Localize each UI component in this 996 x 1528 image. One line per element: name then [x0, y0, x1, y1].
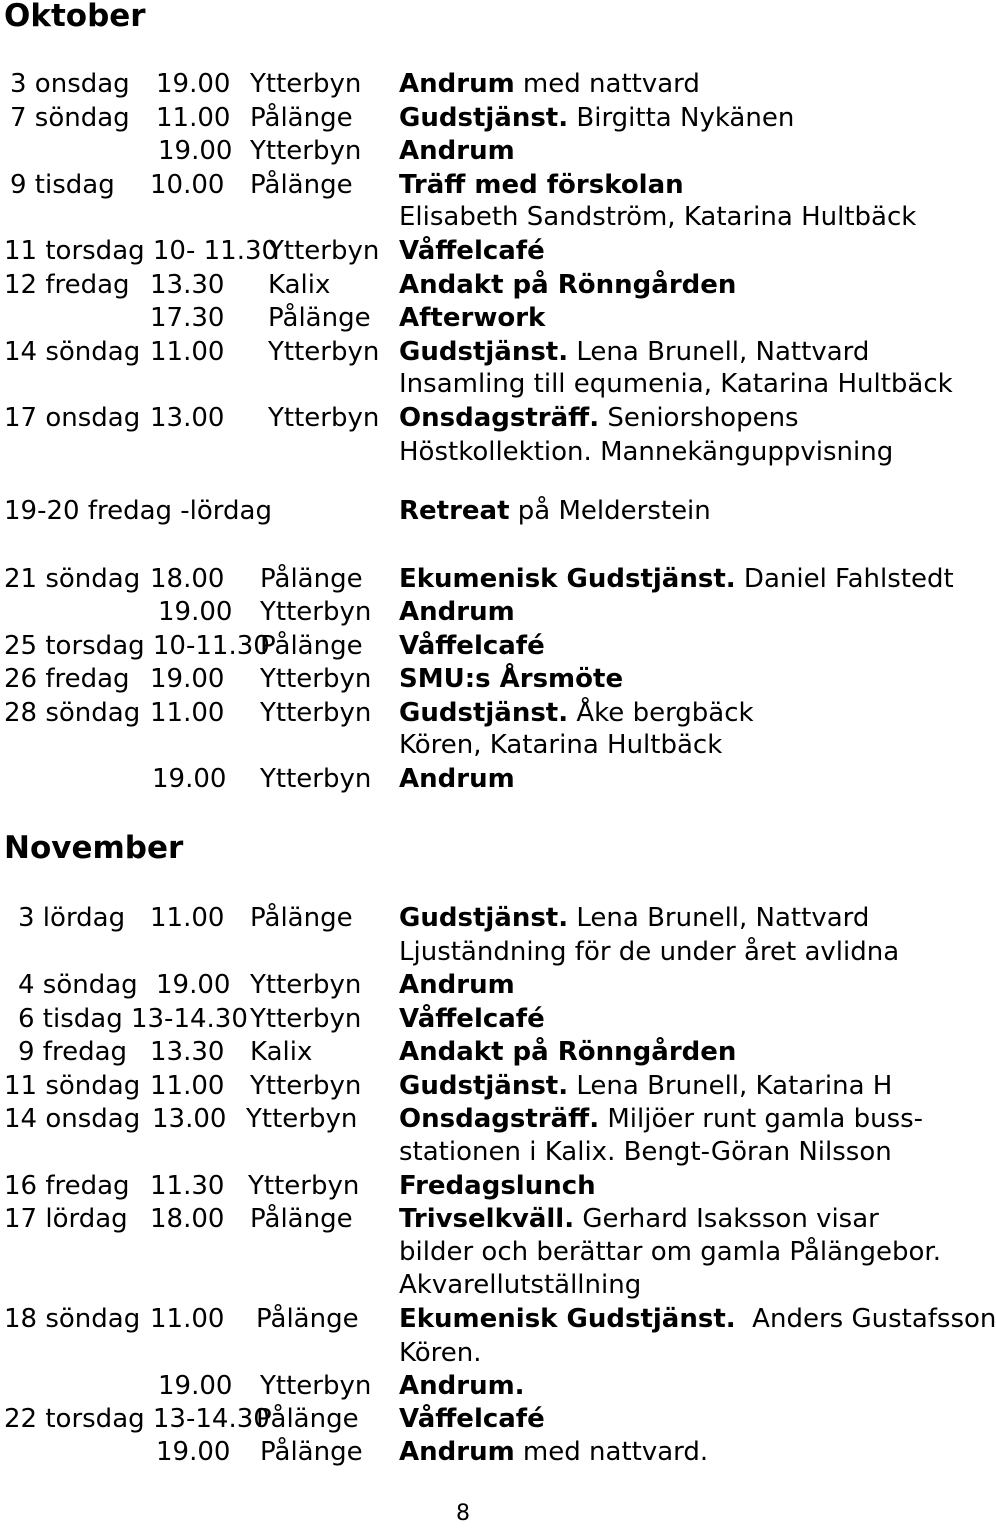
event-time: 13.00: [150, 403, 225, 433]
event-day: 26 fredag: [4, 664, 130, 694]
event-details: Miljöer runt gamla buss-: [599, 1104, 924, 1134]
event-day: 14 onsdag: [4, 1104, 141, 1134]
event-description: [399, 401, 799, 435]
schedule-row: [0, 1135, 960, 1169]
event-day: 11 söndag: [4, 1071, 141, 1101]
event-title: Trivselkväll.: [399, 1204, 575, 1234]
event-description: [399, 101, 794, 135]
event-time: 11.00: [150, 337, 225, 367]
event-place: Ytterbyn: [250, 1071, 362, 1101]
schedule-row: [0, 1302, 996, 1336]
event-place: Ytterbyn: [250, 136, 362, 166]
event-description: [399, 762, 515, 796]
schedule-row: [0, 968, 960, 1002]
event-time: 19.00: [158, 597, 233, 627]
event-place: Pålänge: [250, 103, 353, 133]
event-place: Ytterbyn: [250, 69, 362, 99]
event-place: Pålänge: [260, 564, 363, 594]
event-time: 19.00: [150, 664, 225, 694]
schedule-row: [0, 629, 960, 663]
event-time: 13.30: [150, 1037, 225, 1067]
event-title: Onsdagsträff.: [399, 1104, 600, 1134]
event-details: Höstkollektion. Mannekänguppvisning: [399, 437, 894, 467]
schedule-row: [0, 494, 960, 528]
event-details: Ljuständning för de under året avlidna: [399, 937, 900, 967]
event-details: med nattvard.: [514, 1437, 709, 1467]
event-title: Träff med förskolan: [399, 170, 684, 200]
event-time: 13.00: [152, 1104, 227, 1134]
event-title: Andrum: [399, 1437, 515, 1467]
event-description: [399, 335, 869, 369]
event-time: 10.00: [150, 170, 225, 200]
event-title: Andakt på Rönngården: [399, 270, 737, 300]
event-title: Gudstjänst.: [399, 698, 569, 728]
event-time: 19.00: [156, 69, 231, 99]
event-day: 3 onsdag: [10, 69, 130, 99]
schedule-row: [0, 562, 960, 596]
event-description: [399, 1169, 596, 1203]
event-place: Pålänge: [250, 1204, 353, 1234]
event-place: Ytterbyn: [250, 1004, 362, 1034]
event-day: 28 söndag: [4, 698, 141, 728]
event-time: 19.00: [156, 970, 231, 1000]
event-day: 6 tisdag 13-14.30: [18, 1004, 248, 1034]
event-title: Onsdagsträff.: [399, 403, 600, 433]
schedule-row: [0, 1402, 960, 1436]
event-description: [399, 662, 623, 696]
event-title: Våffelcafé: [399, 631, 545, 661]
event-title: Andrum: [399, 764, 515, 794]
schedule-row: [0, 367, 960, 401]
event-details: Gerhard Isaksson visar: [574, 1204, 879, 1234]
event-place: Ytterbyn: [246, 1104, 358, 1134]
event-description: [399, 301, 545, 335]
event-day: 9 fredag: [18, 1037, 128, 1067]
event-title: Våffelcafé: [399, 236, 545, 266]
event-time: 17.30: [150, 303, 225, 333]
month-heading-november: November: [4, 830, 184, 866]
event-description: [399, 435, 893, 469]
event-details: Daniel Fahlstedt: [735, 564, 954, 594]
event-description: [399, 168, 684, 202]
event-details: stationen i Kalix. Bengt-Göran Nilsson: [399, 1137, 892, 1167]
event-description: [399, 629, 545, 663]
event-description: [399, 562, 954, 596]
event-description: [399, 1435, 708, 1469]
schedule-row: [0, 134, 960, 168]
event-description: [399, 696, 754, 730]
event-place: Pålänge: [250, 170, 353, 200]
event-description: [399, 901, 869, 935]
event-place: Pålänge: [256, 1404, 359, 1434]
event-description: [399, 1002, 545, 1036]
event-description: [399, 1235, 941, 1269]
schedule-row: [0, 101, 960, 135]
event-title: Våffelcafé: [399, 1004, 545, 1034]
event-place: Ytterbyn: [260, 1371, 372, 1401]
event-place: Ytterbyn: [268, 403, 380, 433]
schedule-row: [0, 1169, 960, 1203]
page-number: 8: [456, 1501, 470, 1526]
event-description: [399, 1102, 923, 1136]
event-title: Andrum: [399, 970, 515, 1000]
event-title: Våffelcafé: [399, 1404, 545, 1434]
schedule-row: [0, 401, 960, 435]
event-place: Ytterbyn: [268, 337, 380, 367]
event-description: [399, 595, 515, 629]
event-details: med nattvard: [514, 69, 700, 99]
event-day: 17 onsdag: [4, 403, 141, 433]
event-time: 19.00: [158, 1371, 233, 1401]
event-time: 18.00: [150, 1204, 225, 1234]
event-title: Andrum: [399, 597, 515, 627]
event-description: [399, 1336, 482, 1370]
event-description: [399, 1135, 892, 1169]
event-day: 9 tisdag: [10, 170, 115, 200]
event-day: 3 lördag: [18, 903, 126, 933]
event-title: Andakt på Rönngården: [399, 1037, 737, 1067]
schedule-row: [0, 1035, 960, 1069]
event-time: 11.30: [150, 1171, 225, 1201]
event-description: [399, 1369, 525, 1403]
schedule-row: [0, 1336, 960, 1370]
event-details: Kören, Katarina Hultbäck: [399, 730, 723, 760]
event-place: Pålänge: [260, 1437, 363, 1467]
event-description: [399, 1069, 892, 1103]
schedule-row: [0, 595, 960, 629]
event-title: Gudstjänst.: [399, 103, 569, 133]
event-place: Kalix: [250, 1037, 313, 1067]
event-description: [399, 268, 736, 302]
event-details: på Melderstein: [509, 496, 711, 526]
event-day: 11 torsdag 10- 11.30: [4, 236, 279, 266]
event-details: Lena Brunell, Katarina H: [568, 1071, 893, 1101]
event-title: SMU:s Årsmöte: [399, 664, 624, 694]
event-time: 11.00: [156, 103, 231, 133]
event-time: 19.00: [156, 1437, 231, 1467]
event-place: Ytterbyn: [260, 698, 372, 728]
schedule-row: [0, 662, 960, 696]
schedule-row: [0, 435, 960, 469]
event-day: 19-20 fredag -lördag: [4, 496, 272, 526]
event-details: Anders Gustafsson: [735, 1304, 996, 1334]
event-day: 25 torsdag 10-11.30: [4, 631, 270, 661]
event-day: 16 fredag: [4, 1171, 130, 1201]
month-heading-oktober: Oktober: [4, 0, 146, 34]
schedule-row: [0, 1069, 960, 1103]
event-details: Lena Brunell, Nattvard: [568, 337, 870, 367]
event-title: Afterwork: [399, 303, 546, 333]
event-day: 7 söndag: [10, 103, 130, 133]
event-details: Insamling till equmenia, Katarina Hultbäck: [399, 369, 953, 399]
event-details: Elisabeth Sandström, Katarina Hultbäck: [399, 202, 917, 232]
event-title: Retreat: [399, 496, 510, 526]
event-place: Pålänge: [256, 1304, 359, 1334]
event-place: Pålänge: [260, 631, 363, 661]
event-description: [399, 968, 515, 1002]
event-title: Andrum: [399, 136, 515, 166]
event-day: 21 söndag: [4, 564, 141, 594]
event-time: 18.00: [150, 564, 225, 594]
event-description: [399, 234, 545, 268]
event-place: Ytterbyn: [250, 970, 362, 1000]
event-place: Ytterbyn: [248, 1171, 360, 1201]
event-time: 11.00: [150, 698, 225, 728]
schedule-row: [0, 1202, 960, 1236]
schedule-row: [0, 696, 960, 730]
event-description: [399, 1402, 545, 1436]
event-time: 19.00: [158, 136, 233, 166]
event-place: Pålänge: [268, 303, 371, 333]
schedule-row: [0, 67, 960, 101]
event-title: Ekumenisk Gudstjänst.: [399, 1304, 736, 1334]
event-description: [399, 1202, 879, 1236]
event-title: Fredagslunch: [399, 1171, 596, 1201]
event-title: Gudstjänst.: [399, 337, 569, 367]
schedule-row: [0, 1369, 960, 1403]
event-title: Gudstjänst.: [399, 1071, 569, 1101]
event-title: Ekumenisk Gudstjänst.: [399, 564, 736, 594]
schedule-row: [0, 268, 960, 302]
event-description: [399, 1302, 996, 1336]
event-details: Akvarellutställning: [399, 1270, 642, 1300]
schedule-row: [0, 901, 960, 935]
event-time: 13.30: [150, 270, 225, 300]
schedule-row: [0, 1268, 960, 1302]
event-day: 4 söndag: [18, 970, 138, 1000]
schedule-row: [0, 335, 960, 369]
event-details: Lena Brunell, Nattvard: [568, 903, 870, 933]
event-place: Pålänge: [250, 903, 353, 933]
event-day: 14 söndag: [4, 337, 141, 367]
schedule-row: [0, 935, 960, 969]
event-day: 18 söndag: [4, 1304, 141, 1334]
event-place: Ytterbyn: [268, 236, 380, 266]
event-description: [399, 67, 700, 101]
event-details: Kören.: [399, 1338, 482, 1368]
event-description: [399, 1268, 641, 1302]
event-title: Andrum: [399, 69, 515, 99]
event-time: 11.00: [150, 903, 225, 933]
event-place: Ytterbyn: [260, 664, 372, 694]
schedule-row: [0, 762, 960, 796]
schedule-row: [0, 168, 960, 202]
schedule-row: [0, 1102, 960, 1136]
event-details: Seniorshopens: [599, 403, 799, 433]
event-place: Ytterbyn: [260, 597, 372, 627]
schedule-row: [0, 200, 960, 234]
event-time: 19.00: [152, 764, 227, 794]
event-time: 11.00: [150, 1071, 225, 1101]
event-description: [399, 367, 953, 401]
event-day: 12 fredag: [4, 270, 130, 300]
schedule-row: [0, 728, 960, 762]
event-description: [399, 728, 722, 762]
schedule-row: [0, 1235, 960, 1269]
event-title: Andrum.: [399, 1371, 525, 1401]
event-details: bilder och berättar om gamla Pålängebor.: [399, 1237, 941, 1267]
event-time: 11.00: [150, 1304, 225, 1334]
event-description: [399, 200, 916, 234]
schedule-row: [0, 301, 960, 335]
event-description: [399, 935, 899, 969]
event-description: [399, 134, 515, 168]
event-description: [399, 494, 711, 528]
event-title: Gudstjänst.: [399, 903, 569, 933]
event-details: Birgitta Nykänen: [568, 103, 795, 133]
event-place: Kalix: [268, 270, 331, 300]
schedule-row: [0, 1002, 960, 1036]
event-description: [399, 1035, 736, 1069]
event-place: Ytterbyn: [260, 764, 372, 794]
event-day: 22 torsdag 13-14.30: [4, 1404, 270, 1434]
schedule-row: [0, 234, 960, 268]
event-day: 17 lördag: [4, 1204, 128, 1234]
event-details: Åke bergbäck: [568, 698, 754, 728]
schedule-row: [0, 1435, 960, 1469]
